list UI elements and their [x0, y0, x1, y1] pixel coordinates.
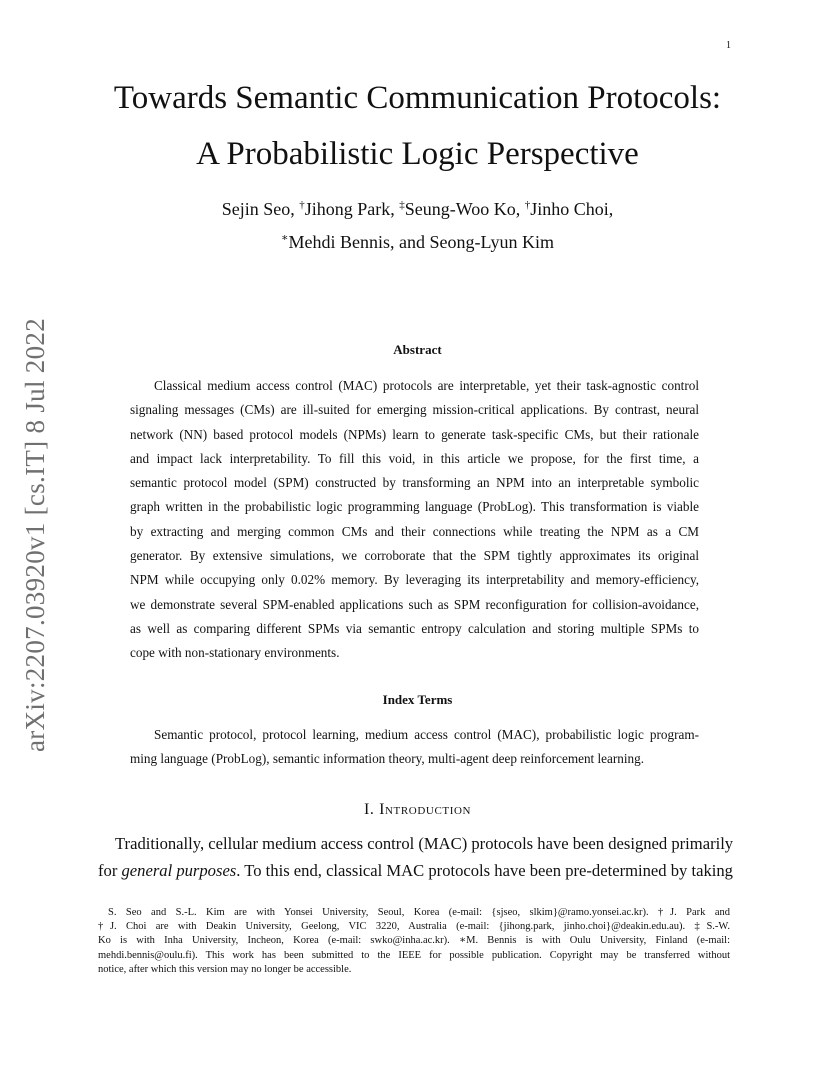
abstract-line: graph written in the probabilistic logic programming language (ProbLog). This transformation is viable	[130, 499, 699, 515]
author-name: Jihong Park,	[304, 199, 400, 219]
affiliation-mark: †	[299, 199, 305, 211]
section-number: I.	[363, 801, 380, 818]
author-name: Mehdi Bennis, and Seong-Lyun Kim	[288, 232, 554, 252]
emphasized-text: general purposes	[121, 861, 237, 880]
abstract-line: and impact lack interpretability. To fill this void, in this article we propose, for the first time, a	[130, 450, 699, 466]
abstract-heading: Abstract	[393, 342, 442, 357]
abstract-line: signaling messages (CMs) are ill-suited for emerging mission-critical applications. By contrast, neural	[130, 402, 699, 418]
index-terms-line: ming language (ProbLog), semantic information theory, multi-agent deep reinforcement learning.	[130, 751, 645, 767]
section-title: Introduction	[379, 801, 472, 818]
index-terms-heading: Index Terms	[382, 692, 453, 707]
paper-title-line-1: Towards Semantic Communication Protocols:	[113, 80, 722, 116]
arxiv-identifier-stamp: arXiv:2207.03920v1 [cs.IT] 8 Jul 2022	[20, 317, 50, 753]
paper-title-line-2: A Probabilistic Logic Perspective	[196, 136, 639, 172]
intro-line: Traditionally, cellular medium access control (MAC) protocols have been designed primarily	[115, 834, 734, 853]
page-number: 1	[726, 40, 731, 51]
abstract-line: cope with non-stationary environments.	[130, 645, 340, 661]
abstract-line: as well as comparing different SPMs via semantic entropy calculation and storing multiple SPMs to	[130, 620, 699, 636]
index-terms-body	[130, 723, 699, 772]
author-name: Sejin Seo,	[221, 199, 300, 219]
abstract-line: NPM while occupying only 0.02% memory. By leveraging its interpretability and memory-efficiency,	[130, 572, 699, 588]
intro-line: for general purposes. To this end, classical MAC protocols have been pre-determined by taking	[98, 861, 733, 880]
footnote-line: S. Seo and S.-L. Kim are with Yonsei University, Seoul, Korea (e-mail: {sjseo, slkim}@ramo.yonsei.ac.kr). †J. Park and	[108, 907, 730, 918]
abstract-line: by extracting and merging common CMs and their connections while treating the NPM as a CM	[130, 523, 699, 539]
footnote-line: †J. Choi are with Deakin University, Geelong, VIC 3220, Australia (e-mail: {jihong.park, jinho.choi}@deakin.edu.au). ‡S.-W.	[98, 921, 730, 933]
affiliation-footnote	[98, 906, 730, 977]
introduction-body	[98, 830, 734, 884]
affiliation-mark: ∗	[281, 232, 289, 244]
affiliation-mark: ‡	[399, 199, 405, 211]
section-heading-introduction	[60, 801, 775, 819]
abstract-line: network (NN) based protocol models (NPMs) learn to generate task-specific CMs, but their rationale	[130, 426, 699, 442]
abstract-body	[130, 374, 699, 666]
index-terms-line: Semantic protocol, protocol learning, medium access control (MAC), probabilistic logic program-	[154, 727, 699, 742]
author-name: Seung-Woo Ko,	[404, 199, 525, 219]
footnote-line: Ko is with Inha University, Incheon, Korea (e-mail: swko@inha.ac.kr). ∗M. Bennis is with Oulu University, Finland (e-mail:	[98, 935, 730, 947]
author-list-line-1	[60, 198, 775, 220]
footnote-line: notice, after which this version may no longer be accessible.	[98, 963, 352, 975]
affiliation-mark: †	[524, 199, 531, 211]
abstract-line: Classical medium access control (MAC) protocols are interpretable, yet their task-agnostic control	[154, 378, 699, 393]
abstract-line: semantic protocol model (SPM) constructed by transforming an NPM into an interpretable symbolic	[130, 475, 699, 491]
author-name: Jinho Choi,	[530, 199, 614, 219]
footnote-line: mehdi.bennis@oulu.fi). This work has been submitted to the IEEE for possible publication. Copyright may be transferred without	[98, 949, 730, 961]
abstract-line: we demonstrate several SPM-enabled applications such as SPM reconfiguration for collision-avoidance,	[130, 596, 699, 612]
author-list-line-2	[60, 231, 775, 253]
abstract-line: generator. By extensive simulations, we corroborate that the SPM tightly approximates its original	[130, 548, 699, 564]
